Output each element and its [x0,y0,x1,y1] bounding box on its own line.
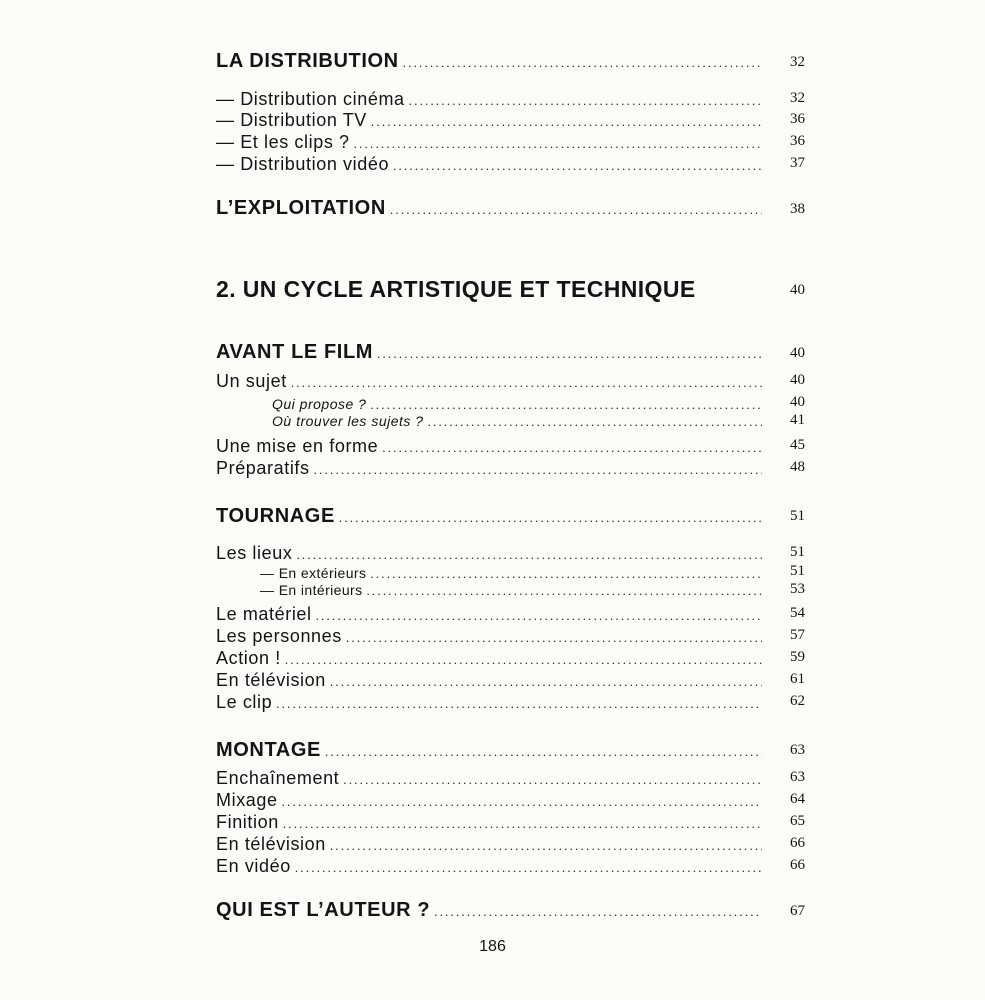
toc-entry-label: En vidéo [216,856,291,876]
toc-section-avant-le-film [216,341,762,364]
toc-page-number: 40 [790,372,805,388]
toc-page-number: 48 [790,459,805,475]
toc-page-number: 36 [790,133,805,149]
toc-section-montage [216,739,762,762]
dot-leader [291,375,762,391]
dot-leader [403,55,762,71]
dot-leader [283,816,762,832]
toc-entry-label: Le clip [216,692,273,712]
dot-leader [370,566,762,582]
toc-item-mixage [216,790,762,811]
toc-item-distribution-tv [216,110,762,131]
toc-entry-label: Un sujet [216,371,287,391]
dot-leader [295,860,762,876]
toc-subitem-en-interieurs [260,582,762,599]
toc-page-number: 40 [790,345,805,361]
toc-entry-label: — Distribution cinéma [216,89,405,109]
dot-leader [343,772,762,788]
toc-item-preparatifs [216,458,762,479]
toc-entry-label: — En intérieurs [260,582,363,598]
toc-item-un-sujet [216,371,762,392]
toc-item-les-personnes [216,626,762,647]
toc-entry-label: Mixage [216,790,278,810]
dot-leader [409,93,762,109]
toc-entry-label: LA DISTRIBUTION [216,50,399,72]
toc-page-number: 51 [790,508,805,524]
dot-leader [354,136,762,152]
toc-page-number: 67 [790,903,805,919]
dot-leader [330,674,762,690]
toc-entry-label: Une mise en forme [216,436,379,456]
toc-item-distribution-video [216,154,762,175]
toc-entry-label: MONTAGE [216,739,321,761]
toc-entry-label: Où trouver les sujets ? [272,413,424,429]
toc-page-number: 51 [790,544,805,560]
toc-page-number: 54 [790,605,805,621]
dot-leader [393,158,762,174]
dot-leader [428,414,762,430]
toc-entry-label: Enchaînement [216,768,340,788]
toc-entry-label: QUI EST L’AUTEUR ? [216,899,431,921]
toc-item-finition [216,812,762,833]
toc-page-number: 61 [790,671,805,687]
toc-part-heading [216,276,776,303]
toc-item-et-les-clips [216,132,762,153]
page-folio-number: 186 [479,938,506,955]
toc-page-number: 40 [790,394,805,410]
toc-page-number: 51 [790,563,805,579]
toc-page-number: 32 [790,90,805,106]
dot-leader [339,510,762,526]
toc-entry-label: Les personnes [216,626,342,646]
toc-item-en-television-tournage [216,670,762,691]
toc-entry-label: Le matériel [216,604,312,624]
toc-entry-label: 2. UN CYCLE ARTISTIQUE ET TECHNIQUE [216,276,696,302]
toc-page-number: 36 [790,111,805,127]
toc-subitem-qui-propose [272,396,762,413]
toc-entry-label: En télévision [216,834,326,854]
dot-leader [434,904,762,920]
toc-item-en-video [216,856,762,877]
toc-page-number: 64 [790,791,805,807]
dot-leader [371,114,762,130]
dot-leader [390,202,762,218]
toc-entry-label: TOURNAGE [216,505,335,527]
toc-item-distribution-cinema [216,89,762,110]
toc-section-tournage [216,505,762,528]
toc-item-mise-en-forme [216,436,762,457]
dot-leader [316,608,762,624]
toc-entry-label: — Distribution TV [216,110,367,130]
dot-leader [366,583,762,599]
dot-leader [314,462,762,478]
toc-item-le-clip [216,692,762,713]
dot-leader [285,652,762,668]
toc-page-number: 32 [790,54,805,70]
toc-entry-label: L’EXPLOITATION [216,197,386,219]
toc-item-les-lieux [216,543,762,564]
toc-entry-label: En télévision [216,670,326,690]
toc-page-number: 38 [790,201,805,217]
toc-item-en-television-montage [216,834,762,855]
toc-entry-label: — En extérieurs [260,565,367,581]
toc-page-number: 57 [790,627,805,643]
toc-entry-label: Finition [216,812,279,832]
dot-leader [370,397,762,413]
dot-leader [282,794,762,810]
toc-entry-label: — Distribution vidéo [216,154,390,174]
dot-leader [330,838,762,854]
toc-section-exploitation [216,197,762,220]
toc-page-number: 62 [790,693,805,709]
toc-item-action [216,648,762,669]
toc-entry-label: Action ! [216,648,281,668]
toc-page-number: 63 [790,742,805,758]
toc-page-number: 40 [790,282,805,298]
dot-leader [276,696,762,712]
toc-item-enchainement [216,768,762,789]
dot-leader [377,346,762,362]
toc-entry-label: Préparatifs [216,458,310,478]
toc-subitem-en-exterieurs [260,565,762,582]
toc-entry-label: Les lieux [216,543,293,563]
toc-page-number: 66 [790,857,805,873]
toc-section-la-distribution [216,50,762,73]
toc-entry-label: AVANT LE FILM [216,341,374,363]
toc-page-number: 37 [790,155,805,171]
dot-leader [346,630,762,646]
toc-page-number: 66 [790,835,805,851]
toc-page-number: 41 [790,412,805,428]
toc-subitem-ou-trouver [272,413,762,430]
dot-leader [325,744,762,760]
toc-page-number: 53 [790,581,805,597]
toc-entry-label: Qui propose ? [272,396,367,412]
toc-page-number: 45 [790,437,805,453]
dot-leader [296,547,762,563]
toc-page-number: 63 [790,769,805,785]
toc-page-number: 65 [790,813,805,829]
toc-page-number: 59 [790,649,805,665]
toc-item-le-materiel [216,604,762,625]
toc-section-qui-est-l-auteur [216,899,762,922]
dot-leader [382,440,762,456]
toc-entry-label: — Et les clips ? [216,132,350,152]
